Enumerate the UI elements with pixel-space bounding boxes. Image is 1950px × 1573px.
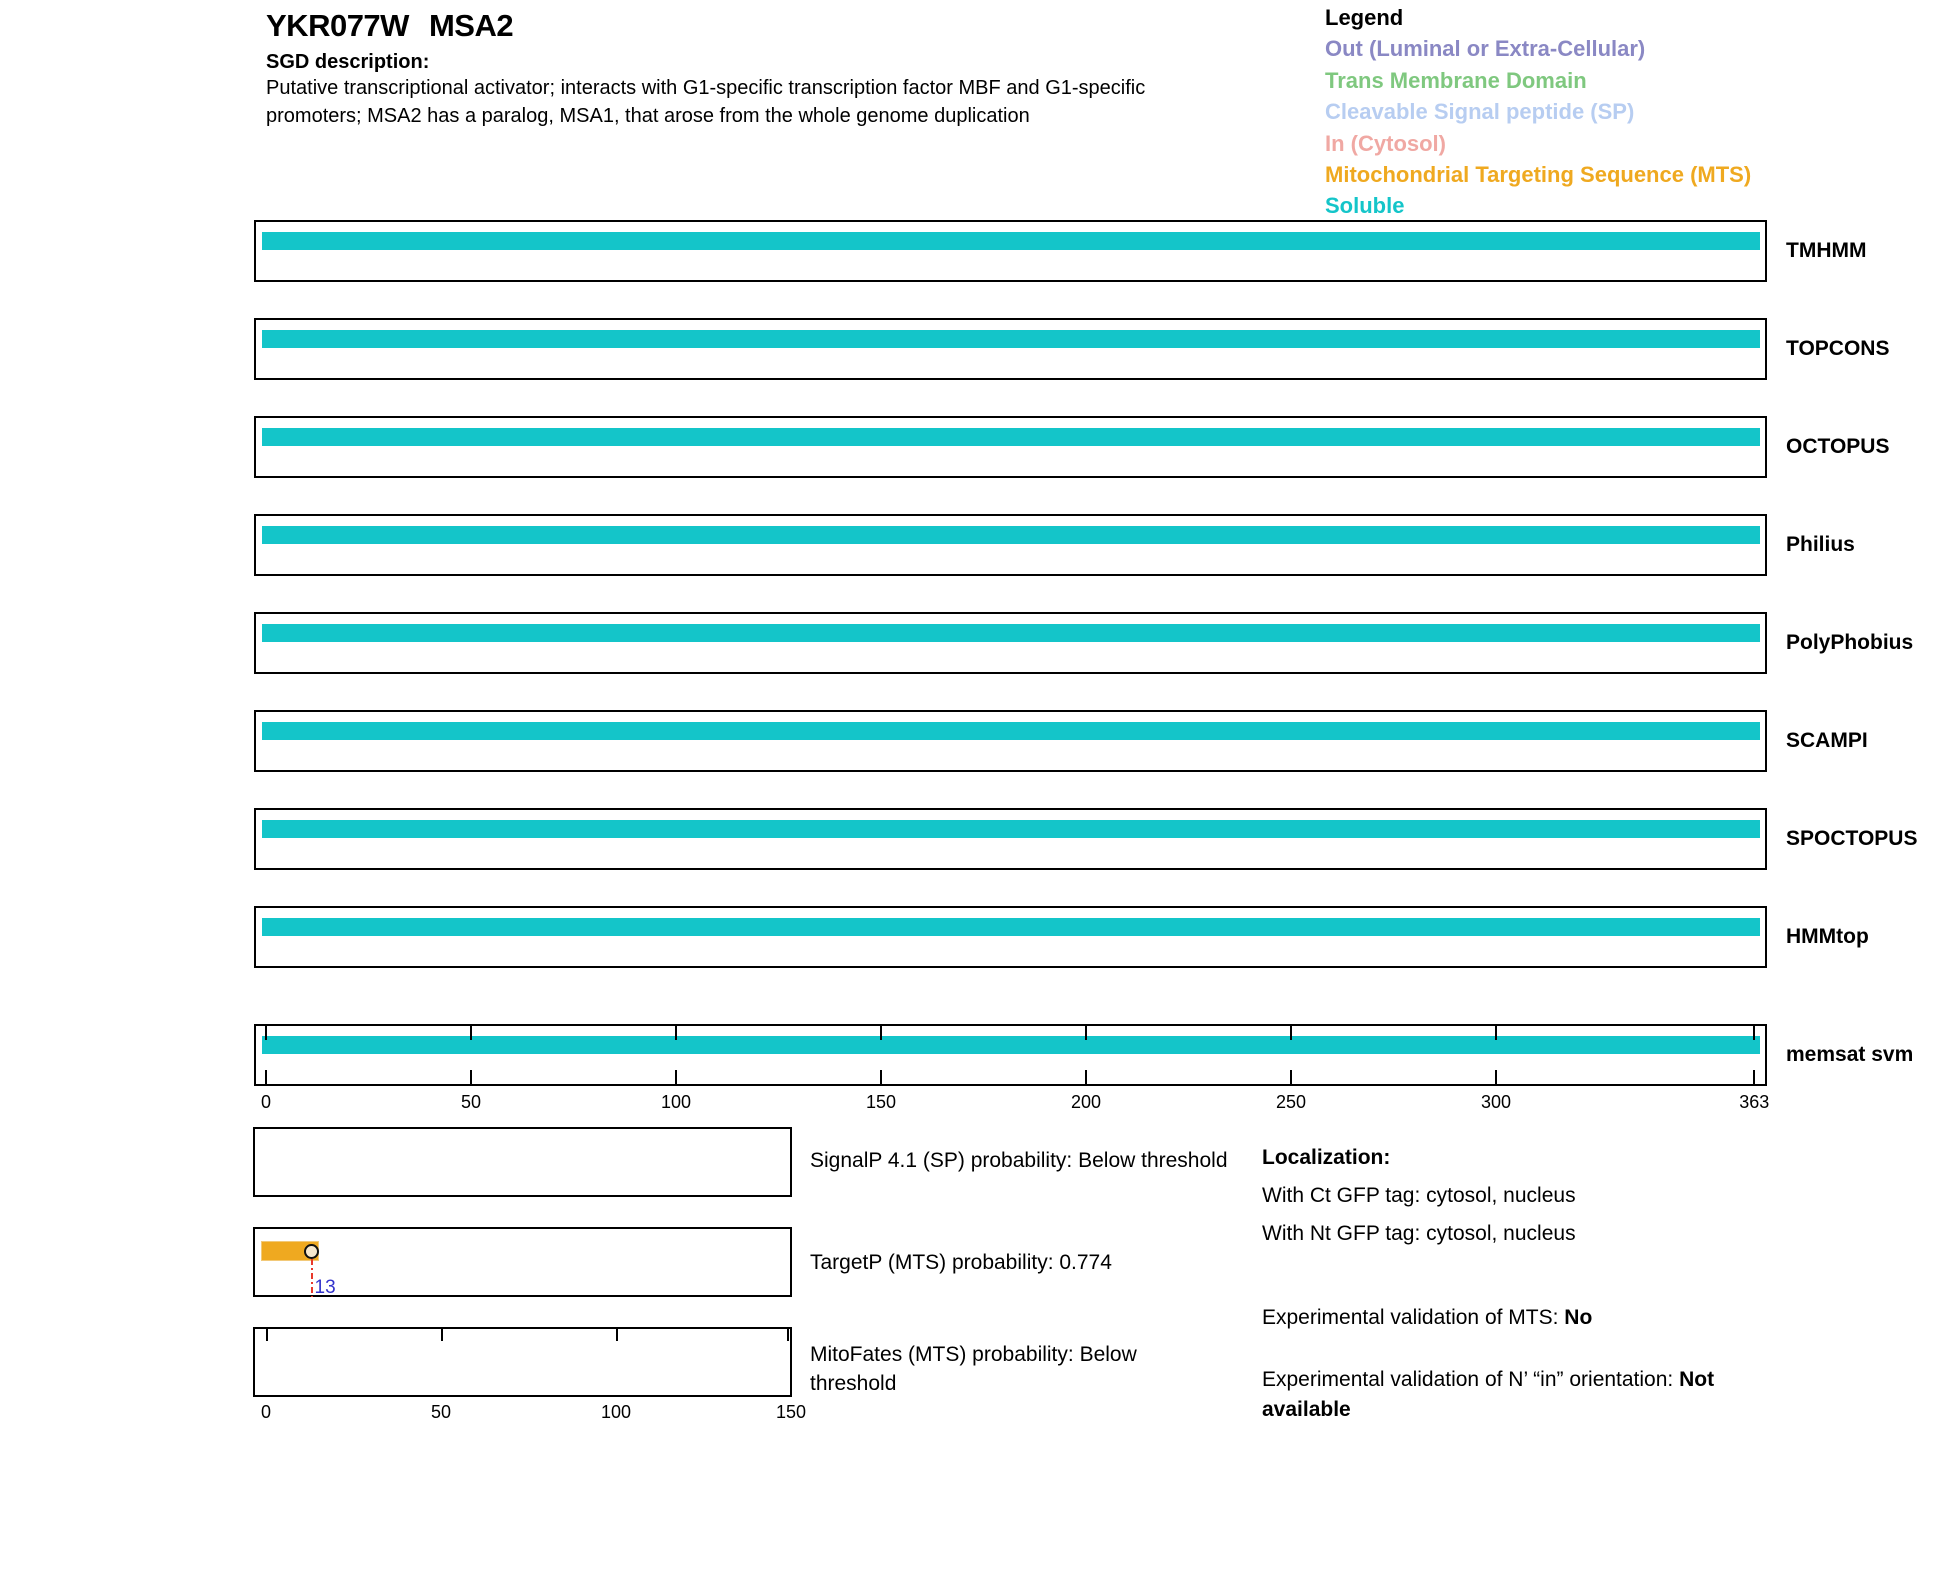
track-label-philius: Philius [1786, 533, 1855, 556]
main-axis-tick-label: 50 [460, 1092, 482, 1112]
cleavage-site-label: 13 [314, 1277, 336, 1298]
localization-ct-line: With Ct GFP tag: cytosol, nucleus [1262, 1184, 1576, 1207]
track-bar-spoctopus [262, 820, 1760, 838]
track-bar-polyphobius [262, 624, 1760, 642]
mitofates-ruler-tick [441, 1329, 443, 1341]
ruler-tick [265, 1070, 267, 1084]
legend [1325, 2, 1751, 222]
track-label-topcons: TOPCONS [1786, 337, 1890, 360]
main-axis-tick-label: 100 [660, 1092, 692, 1112]
track-label-scampi: SCAMPI [1786, 729, 1868, 752]
mitofates-axis-tick-label: 0 [260, 1402, 272, 1422]
legend-title: Legend [1325, 5, 1404, 30]
ruler-tick [265, 1026, 267, 1040]
track-bar-scampi [262, 722, 1760, 740]
ruler-tick [880, 1070, 882, 1084]
mitofates-result-line2: threshold [810, 1372, 897, 1395]
ruler-tick [1495, 1026, 1497, 1040]
track-box-philius [254, 514, 1767, 576]
track-bar-memsat-svm [262, 1036, 1760, 1054]
ruler-tick [1085, 1070, 1087, 1084]
main-axis-tick-label: 363 [1739, 1092, 1770, 1112]
legend-item-sp: Cleavable Signal peptide (SP) [1325, 99, 1635, 125]
mitofates-axis-tick-label: 100 [600, 1402, 632, 1422]
orientation-validation-label: Experimental validation of N’ “in” orientation: [1262, 1368, 1680, 1391]
main-axis-tick-label: 250 [1275, 1092, 1307, 1112]
targetp-result-label: TargetP (MTS) probability: 0.774 [810, 1251, 1112, 1274]
sgd-description-line1: Putative transcriptional activator; interacts with G1-specific transcription factor MBF and G1-specific [266, 77, 1146, 99]
legend-item-tm: Trans Membrane Domain [1325, 67, 1587, 93]
track-label-spoctopus: SPOCTOPUS [1786, 827, 1918, 850]
track-box-tmhmm [254, 220, 1767, 282]
legend-item-soluble: Soluble [1325, 193, 1405, 219]
mts-validation-line [1262, 1306, 1592, 1330]
main-axis-tick-label: 150 [865, 1092, 897, 1112]
sgd-description-line2: promoters; MSA2 has a paralog, MSA1, that arose from the whole genome duplication [266, 105, 1030, 127]
legend-items [1325, 33, 1751, 221]
mitofates-ruler-tick [787, 1329, 789, 1341]
ruler-tick [675, 1026, 677, 1040]
mitofates-axis-tick-label: 50 [430, 1402, 452, 1422]
main-axis-tick-label: 0 [260, 1092, 272, 1112]
mitofates-result-label [810, 1340, 1137, 1398]
signalp-result-label: SignalP 4.1 (SP) probability: Below threshold [810, 1149, 1228, 1172]
ruler-tick [675, 1070, 677, 1084]
ruler-tick [470, 1070, 472, 1084]
ruler-tick [470, 1026, 472, 1040]
cleavage-site-marker-icon [304, 1244, 319, 1259]
orientation-validation-line1 [1262, 1368, 1714, 1392]
cleavage-site-line [311, 1259, 313, 1297]
track-bar-hmmtop [262, 918, 1760, 936]
ruler-tick [1495, 1070, 1497, 1084]
main-axis-tick-label: 300 [1480, 1092, 1512, 1112]
ruler-tick [880, 1026, 882, 1040]
track-label-hmmtop: HMMtop [1786, 925, 1869, 948]
ruler-tick [1290, 1026, 1292, 1040]
track-box-memsat-svm [254, 1024, 1767, 1086]
orientation-validation-line2: available [1262, 1398, 1351, 1421]
mitofates-ruler-tick [616, 1329, 618, 1341]
ruler-tick [1753, 1026, 1755, 1040]
mts-validation-label: Experimental validation of MTS: [1262, 1306, 1565, 1329]
ruler-tick [1290, 1070, 1292, 1084]
track-label-memsat-svm: memsat svm [1786, 1043, 1914, 1066]
mitofates-result-line1: MitoFates (MTS) probability: Below [810, 1343, 1137, 1366]
localization-nt-line: With Nt GFP tag: cytosol, nucleus [1262, 1222, 1576, 1245]
main-axis-tick-label: 200 [1070, 1092, 1102, 1112]
mitofates-axis-tick-label: 150 [775, 1402, 807, 1422]
legend-item-mts: Mitochondrial Targeting Sequence (MTS) [1325, 162, 1752, 188]
page-title-orf: YKR077W [266, 8, 409, 43]
legend-item-in: In (Cytosol) [1325, 130, 1446, 156]
signalp-box [253, 1127, 792, 1197]
track-box-polyphobius [254, 612, 1767, 674]
track-box-topcons [254, 318, 1767, 380]
track-box-spoctopus [254, 808, 1767, 870]
localization-title: Localization: [1262, 1146, 1391, 1169]
track-box-scampi [254, 710, 1767, 772]
orientation-validation-value1: Not [1679, 1368, 1715, 1391]
sgd-description-label: SGD description: [266, 51, 430, 73]
track-label-polyphobius: PolyPhobius [1786, 631, 1914, 654]
track-box-octopus [254, 416, 1767, 478]
track-bar-philius [262, 526, 1760, 544]
ruler-tick [1085, 1026, 1087, 1040]
mts-validation-value: No [1564, 1306, 1593, 1329]
legend-item-out: Out (Luminal or Extra-Cellular) [1325, 36, 1646, 62]
track-label-octopus: OCTOPUS [1786, 435, 1890, 458]
track-bar-tmhmm [262, 232, 1760, 250]
mitofates-ruler-tick [266, 1329, 268, 1341]
track-bar-topcons [262, 330, 1760, 348]
mitofates-box [253, 1327, 792, 1397]
track-bar-octopus [262, 428, 1760, 446]
page-title-gene: MSA2 [428, 8, 514, 43]
track-box-hmmtop [254, 906, 1767, 968]
ruler-tick [1753, 1070, 1755, 1084]
page-title [266, 8, 513, 44]
track-label-tmhmm: TMHMM [1786, 239, 1867, 262]
